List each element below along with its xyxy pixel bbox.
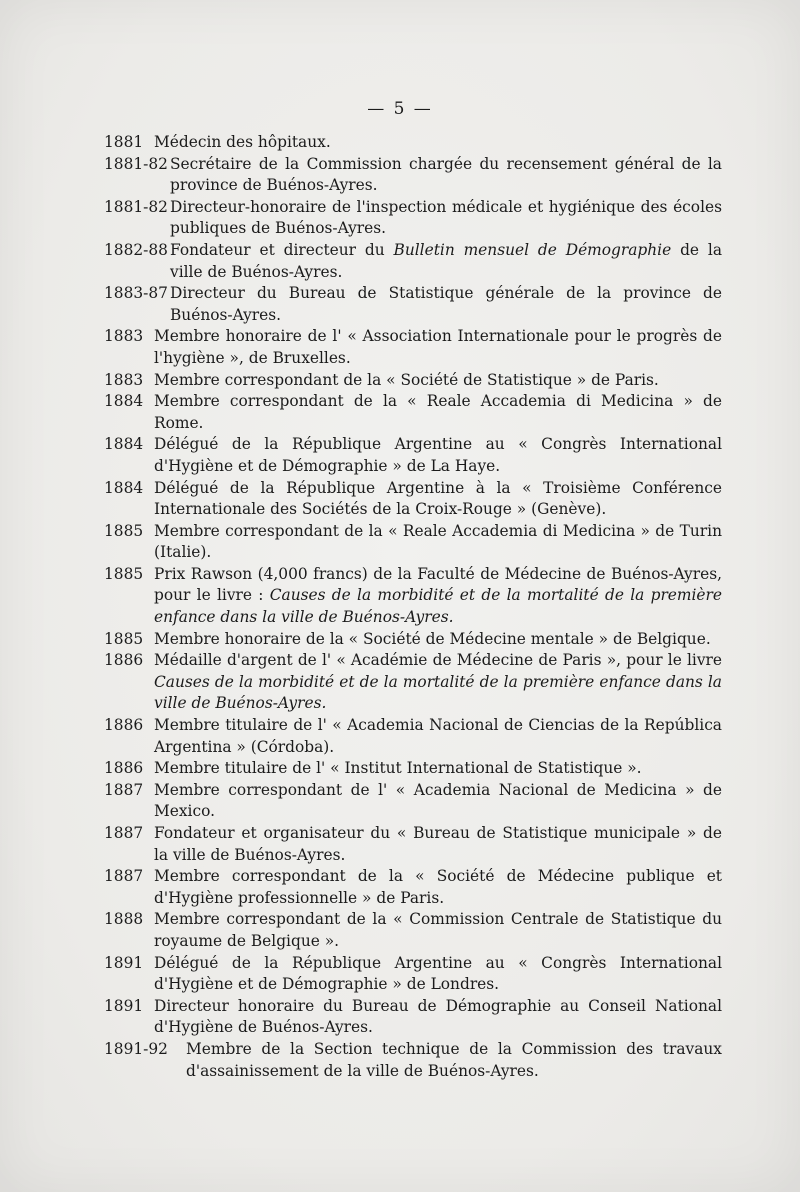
entry-year: 1884 — [104, 435, 144, 454]
chronology-entry — [104, 823, 722, 866]
entry-text: Membre correspondant de la « Société de Statistique » de Paris. — [154, 370, 659, 389]
entry-text: Délégué de la République Argentine à la « Troisième Conférence Internationale des Sociétés de la Croix-Rouge » (Genève). — [154, 478, 722, 519]
chronology-entry — [104, 283, 722, 326]
chronology-entry — [104, 1039, 722, 1082]
chronology-entry — [104, 391, 722, 434]
entry-year: 1881-82 — [104, 197, 168, 216]
entry-year: 1883 — [104, 370, 144, 389]
entry-text-part: de la ville de Buénos-Ayres. — [170, 240, 722, 281]
entry-text — [154, 564, 722, 629]
entry-year: 1885 — [104, 564, 144, 583]
entry-text: Membre correspondant de l' « Academia Nacional de Medicina » de Mexico. — [154, 780, 722, 821]
entry-text: Secrétaire de la Commission chargée du recensement général de la province de Buénos-Ayres. — [170, 154, 722, 195]
chronology-entry — [104, 240, 722, 283]
chronology-entry — [104, 909, 722, 952]
chronology-entry — [104, 132, 722, 154]
chronology-entry — [104, 154, 722, 197]
entry-year: 1891-92 — [104, 1039, 168, 1058]
entry-text: Membre de la Section technique de la Commission des travaux d'assainissement de la ville de Buénos-Ayres. — [186, 1039, 722, 1080]
entry-year: 1887 — [104, 824, 144, 842]
entry-year: 1884 — [104, 392, 144, 411]
entry-year: 1881 — [104, 133, 144, 151]
entry-text: Délégué de la République Argentine au « Congrès International d'Hygiène et de Démographie » de Londres. — [154, 953, 722, 994]
entry-year: 1887 — [104, 780, 144, 799]
entry-text — [170, 240, 722, 283]
entry-year: 1882-88 — [104, 240, 168, 259]
chronology-entry — [104, 866, 722, 909]
entry-year: 1883-87 — [104, 284, 168, 303]
chronology-entry — [104, 197, 722, 240]
entry-text: Médecin des hôpitaux. — [154, 133, 331, 151]
entry-text-part: Prix Rawson (4,000 francs) de la Faculté de Médecine de Buénos-Ayres, pour le livre : — [154, 564, 722, 605]
entry-year: 1891 — [104, 953, 144, 972]
chronology-entry — [104, 521, 722, 564]
entry-year: 1886 — [104, 716, 144, 735]
entry-year: 1881-82 — [104, 154, 168, 173]
chronology-entry — [104, 996, 722, 1039]
entry-year: 1883 — [104, 327, 144, 346]
page-number: — 5 — — [367, 99, 433, 119]
chronology-entry — [104, 953, 722, 996]
entry-text: Directeur honoraire du Bureau de Démographie au Conseil National d'Hygiène de Buénos-Ayres. — [154, 996, 722, 1037]
publication-title: Causes de la morbidité et de la mortalité de la première enfance dans la ville de Buénos-Ayres. — [154, 586, 722, 627]
chronology-entry — [104, 564, 722, 629]
entry-text-part: Fondateur et directeur du — [170, 240, 394, 259]
entry-text: Membre honoraire de la « Société de Médecine mentale » de Belgique. — [154, 629, 711, 648]
publication-title: Bulletin mensuel de Démographie — [393, 240, 672, 259]
entry-text — [154, 650, 722, 715]
chronology-entry — [104, 650, 722, 715]
entry-year: 1891 — [104, 996, 144, 1015]
publication-title: Causes de la morbidité et de la mortalité de la première enfance dans la ville de Buénos-Ayres. — [154, 672, 722, 713]
chronology-entry — [104, 629, 722, 651]
chronology-entry — [104, 370, 722, 392]
entry-text-part: Médaille d'argent de l' « Académie de Médecine de Paris », pour le livre — [154, 651, 722, 670]
entry-text: Membre honoraire de l' « Association Internationale pour le progrès de l'hygiène », de Bruxelles. — [154, 327, 722, 367]
entry-year: 1885 — [104, 521, 144, 540]
entry-text: Membre correspondant de la « Commission Centrale de Statistique du royaume de Belgique ». — [154, 910, 722, 950]
chronology-entry — [104, 758, 722, 780]
entry-year: 1885 — [104, 629, 144, 648]
entry-year: 1888 — [104, 910, 144, 929]
entry-year: 1886 — [104, 651, 144, 670]
entry-text: Directeur du Bureau de Statistique générale de la province de Buénos-Ayres. — [170, 284, 722, 324]
chronology-entry — [104, 478, 722, 521]
entry-text: Membre titulaire de l' « Academia Nacional de Ciencias de la República Argentina » (Córdoba). — [154, 716, 722, 756]
entry-text: Membre correspondant de la « Reale Accademia di Medicina » de Rome. — [154, 392, 722, 432]
entry-year: 1884 — [104, 478, 144, 497]
entry-text: Fondateur et organisateur du « Bureau de Statistique municipale » de la ville de Buénos-Ayres. — [154, 824, 722, 864]
chronology-entry — [104, 326, 722, 369]
entry-text: Membre titulaire de l' « Institut International de Statistique ». — [154, 759, 642, 778]
chronology-entry — [104, 780, 722, 823]
chronology-entry — [104, 434, 722, 477]
chronology-list — [104, 132, 722, 1082]
entry-text: Membre correspondant de la « Société de Médecine publique et d'Hygiène professionnelle » de Paris. — [154, 867, 722, 907]
entry-text: Directeur-honoraire de l'inspection médicale et hygiénique des écoles publiques de Buénos-Ayres. — [170, 197, 722, 238]
entry-year: 1887 — [104, 867, 144, 886]
entry-text: Membre correspondant de la « Reale Accademia di Medicina » de Turin (Italie). — [154, 521, 722, 562]
chronology-entry — [104, 715, 722, 758]
entry-year: 1886 — [104, 759, 144, 778]
entry-text: Délégué de la République Argentine au « Congrès International d'Hygiène et de Démographie » de La Haye. — [154, 435, 722, 475]
